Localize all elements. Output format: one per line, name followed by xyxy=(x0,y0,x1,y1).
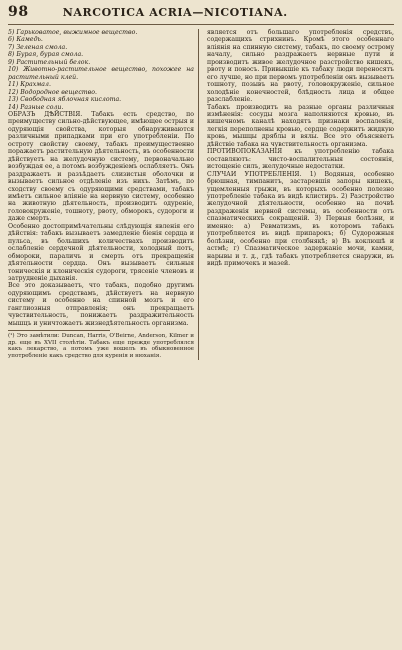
footnote-divider xyxy=(8,330,110,331)
page-header xyxy=(8,4,394,25)
list-item: 7) Зеленая смола. xyxy=(8,43,68,51)
list-item: 8) Бурая, бурая смола. xyxy=(8,51,84,59)
list-item: 6) Камедь. xyxy=(8,36,43,44)
body-paragraph: Особенно достопримѣчательны слѣдующія явленія его дѣйствія: табакъ вызываетъ замедленіе біенія сердца и пульса, въ большихъ количествахъ производитъ ослабленіе сердечной дѣятельности, холодный потъ, обмороки, параличъ и смерть отъ прекращенія дѣятельности сердца. Онъ вызываетъ сильныя тоническія и клоническія судороги, трясеніе членовъ и затрудненіе дыханія. xyxy=(8,222,194,282)
body-paragraph: СЛУЧАИ УПОТРЕБЛЕНІЯ. 1) Водяныя, особенно брюшная, тимпанитъ, застаревшія запоры кишекъ, ущемленныя грыжи, въ которыхъ особенно полезно употребленіе табака въ видѣ клистиръ. 2) Разстройство желудочной дѣятельности, особенно на почвѣ раздраженія нервной системы, въ особенности отъ спазматическихъ сокращеній. 3) Первыя болѣзни, и именно: а) Ревматизмъ, въ которомъ табакъ употребляется въ видѣ припарокъ; б) Судорожныя болѣзни, особенно при столбнякѣ; в) Въ коклюшѣ и астмѣ; г) Спазматическое задержаніе мочи, камни, нарывы и т. д., гдѣ табакъ употребляется снаружи, въ видѣ примочекъ и мазей. xyxy=(207,170,394,268)
list-item: 11) Крахмал. xyxy=(8,81,51,89)
list-item: 13) Свободная яблочная кислота. xyxy=(8,96,122,104)
right-column xyxy=(207,29,394,360)
list-item: 5) Гарьковатое, выжимное вещество. xyxy=(8,29,138,36)
running-title: NARCOTICA ACRIA—NICOTIANA. xyxy=(62,6,288,19)
footnote: (¹) Это замѣтили: Duncan, Harris, O'Beirne, Anderson, Kilmer и др. еще въ XVII столѣтіи. Табакъ еще прежде употреблялся какъ лекарство, а потомъ уже вошелъ въ обыкновенное употребленіе какъ средство для куренія и нюханія. xyxy=(8,333,194,359)
body-paragraph: ПРОТИВОПОКАЗАНІЯ къ употребленію табака составляютъ: чисто-воспалительныя состоянія, истощеніе силъ, желудочные недостатки. xyxy=(207,148,394,171)
page-number: 98 xyxy=(8,4,29,20)
list-item: 10) Животно-растительное вещество, похожее на растительный клей. xyxy=(8,66,194,81)
body-paragraph: ОБРАЗЪ ДѢЙСТВІЯ. Табакъ есть средство, по преимуществу сильно-дѣйствующее, имѣющее острыя и одуряющія свойства, которыя обнаруживаются различными припадками при его употребленіи. По остроту свойству своему, табакъ преимущественно поражаетъ растительную дѣятельность, въ особенности дѣйствуетъ на желудочную систему, первоначально возбуждая ее, а потомъ возбужденіемъ ослабляетъ. Онъ раздражаетъ и разъѣдаетъ слизистыя оболочки и вызываетъ сильное отдѣленіе изъ нихъ. Затѣмъ, по сходству своему съ одуряющими средствами, табакъ имѣетъ сильное вліяніе на нервную систему, особенно на животную дѣятельность, производитъ одуреніе, головокруженіе, тошноту, рвоту, обморокъ, судороги и даже смерть. xyxy=(8,110,194,223)
text-columns xyxy=(8,29,394,360)
body-paragraph: Табакъ производитъ на разные органы различныя измѣненія: сосуды мозга наполняются кровью, въ кишечномъ каналѣ находятъ признаки воспаленія, легкія переполнены кровью, сердце содержитъ жидкую кровь, мышцы дряблы и вялы. Все это объясняетъ дѣйствіе табака на чувствительность организма. xyxy=(207,103,394,148)
list-item: 14) Разные соли. xyxy=(8,103,64,111)
list-item: 9) Растительный белок. xyxy=(8,58,91,66)
left-column xyxy=(8,29,199,360)
body-paragraph: Все это доказываетъ, что табакъ, подобно другимъ одуряющимъ средствамъ, дѣйствуетъ на нервную систему и особенно на спинной мозгъ и его ганглиозныя отправленія; онъ прекращаетъ чувствительность, понижаетъ раздражительность мышцъ и уничтожаетъ жизнедѣятельность организма. xyxy=(8,282,194,327)
body-paragraph: является отъ большаго употребленія средствъ, содержащихъ стрихнинъ. Кромѣ этого особеннаго вліянія на спинную систему, табакъ, по своему острому началу, сильно раздражаетъ нервные пути и производитъ живое желудочное разстройство кишекъ, рвоту и поносъ. Привыкшіе къ табаку люди переносятъ его лучше, но при первомъ употребленіи онъ вызываетъ тошноту, позывъ на рвоту, головокруженіе, сильное холодѣніе конечностей, блѣдность лица и общее разслабленіе. xyxy=(207,29,394,104)
list-item: 12) Водородное вещество. xyxy=(8,88,97,96)
